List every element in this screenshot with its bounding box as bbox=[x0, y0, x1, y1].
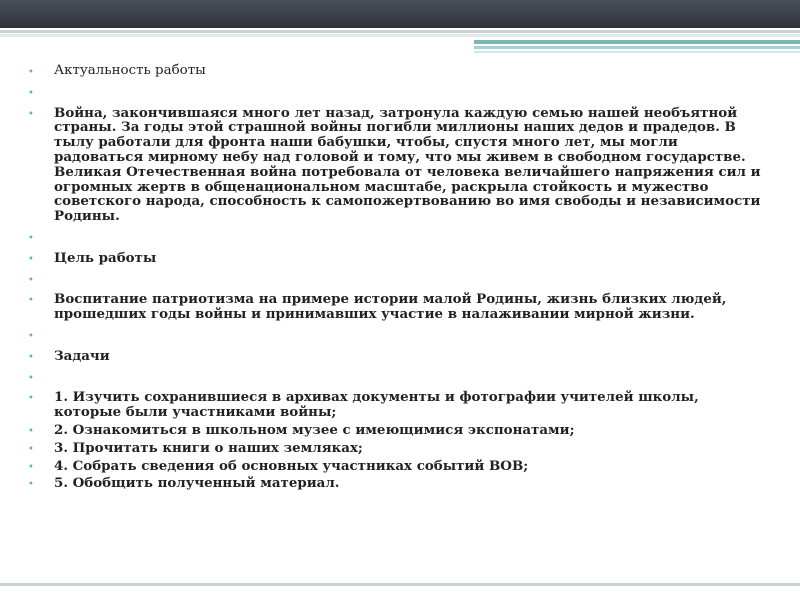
bullet-text: 5. Обобщить полученный материал. bbox=[54, 475, 340, 492]
bullet-icon: • bbox=[28, 443, 34, 455]
header-stripe bbox=[0, 34, 800, 37]
empty-bullet-item bbox=[28, 272, 768, 287]
bullet-icon: • bbox=[28, 372, 34, 384]
bullet-item bbox=[28, 292, 768, 322]
empty-bullet-item bbox=[28, 85, 768, 100]
empty-bullet-item bbox=[28, 328, 768, 343]
bullet-text: 2. Ознакомиться в школьном музее с имеющимися экспонатами; bbox=[54, 421, 575, 438]
bullet-text: Воспитание патриотизма на примере истории малой Родины, жизнь близких людей, прошедших годы войны и принимавших участие в налаживании мирной жизни. bbox=[54, 291, 727, 323]
bullet-text bbox=[54, 272, 768, 287]
bullet-icon: • bbox=[28, 108, 34, 120]
bullet-text: Цель работы bbox=[54, 249, 157, 266]
bullet-text: Война, закончившаяся много лет назад, затронула каждую семью нашей необъятной страны. За годы этой страшной войны погибли миллионы наших дедов и прадедов. В тылу работали для фронта наши бабушки, чтобы, спустя много лет, мы могли радоваться мирному небу над головой и тому, что мы живем в свободном государстве. Великая Отечественная война потребовала от человека величайшего напряжения сил и огромных жертв в общенациональном масштабе, раскрыла стойкость и мужество советского народа, способность к самопожертвованию во имя свободы и независимости Родины. bbox=[54, 104, 761, 225]
bullet-icon: • bbox=[28, 479, 34, 491]
slide-body bbox=[28, 64, 768, 491]
footer-line bbox=[0, 583, 800, 586]
bullet-text bbox=[54, 230, 768, 245]
bullet-item bbox=[28, 349, 768, 364]
bullet-item bbox=[28, 64, 768, 79]
bullet-item bbox=[28, 251, 768, 266]
bullet-text: 1. Изучить сохранившиеся в архивах документы и фотографии учителей школы, которые были участниками войны; bbox=[54, 389, 699, 421]
bullet-icon: • bbox=[28, 67, 34, 78]
bullet-icon: • bbox=[28, 330, 34, 342]
bullet-icon: • bbox=[28, 274, 34, 286]
bullet-text: Актуальность работы bbox=[54, 63, 206, 78]
empty-bullet-item bbox=[28, 230, 768, 245]
bullet-icon: • bbox=[28, 87, 34, 99]
bullet-item bbox=[28, 441, 768, 456]
top-title-bar bbox=[0, 0, 800, 28]
bullet-icon: • bbox=[28, 295, 34, 307]
bullet-item bbox=[28, 459, 768, 474]
bullet-item bbox=[28, 390, 768, 420]
bullet-item bbox=[28, 106, 768, 224]
accent-stripe bbox=[474, 51, 800, 53]
bullet-icon: • bbox=[28, 461, 34, 473]
bullet-text: 3. Прочитать книги о наших земляках; bbox=[54, 439, 363, 456]
bullet-text: Задачи bbox=[54, 347, 110, 364]
empty-bullet-item bbox=[28, 370, 768, 385]
bullet-icon: • bbox=[28, 393, 34, 405]
accent-stripe bbox=[474, 46, 800, 49]
bullet-text bbox=[54, 85, 768, 100]
bullet-text bbox=[54, 370, 768, 385]
bullet-icon: • bbox=[28, 253, 34, 265]
bullet-text: 4. Собрать сведения об основных участниках событий ВОВ; bbox=[54, 457, 529, 474]
bullet-item bbox=[28, 476, 768, 491]
bullet-icon: • bbox=[28, 425, 34, 437]
bullet-icon: • bbox=[28, 351, 34, 363]
bullet-icon: • bbox=[28, 232, 34, 244]
bullet-item bbox=[28, 423, 768, 438]
accent-stripe bbox=[474, 40, 800, 44]
bullet-text bbox=[54, 328, 768, 343]
header-stripe bbox=[0, 30, 800, 33]
